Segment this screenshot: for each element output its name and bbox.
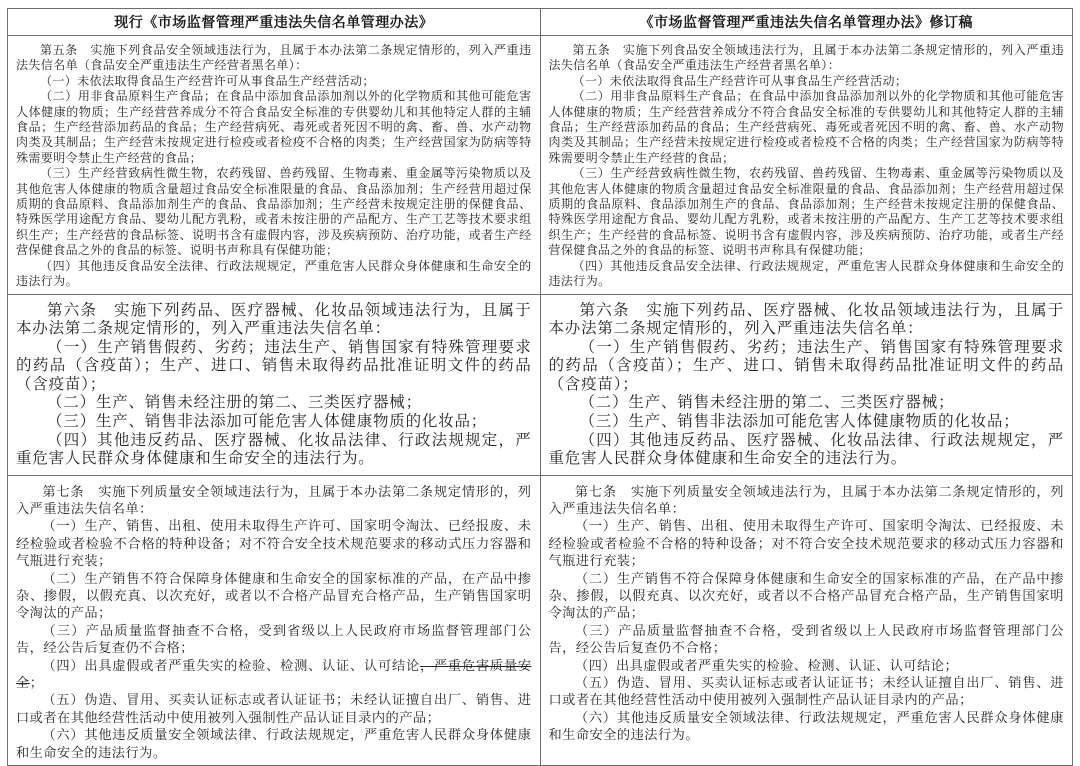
paragraph [549,674,1065,709]
text-segment: （二）生产、销售未经注册的第二、三类医疗器械； [47,394,422,412]
text-segment: （三）产品质量监督抽查不合格，受到省级以上人民政府市场监督管理部门公告，经公告后复查仍不合格； [548,622,1064,656]
paragraph [549,657,1065,674]
paragraph [549,74,1065,89]
text-segment: （四）其他违反药品、医疗器械、化妆品法律、行政法规规定，严重危害人民群众身体健康和生命安全的违法行为。 [16,431,532,468]
paragraph [549,302,1065,339]
paragraph [16,302,532,339]
text-segment: 第五条 实施下列食品安全领域违法行为，且属于本办法第二条规定情形的，列入严重违法失信名单（食品安全严重违法生产经营者黑名单）： [16,43,532,73]
paragraph [549,622,1065,657]
paragraph [16,339,532,395]
paragraph [16,43,532,74]
text-segment: （二）生产销售不符合保障身体健康和生命安全的国家标准的产品，在产品中掺杂、掺假，以假充真、以次充好，或者以不合格产品冒充合格产品，生产销售国家明令淘汰的产品； [16,570,532,621]
text-segment: 第六条 实施下列药品、医疗器械、化妆品领域违法行为，且属于本办法第二条规定情形的，列入严重违法失信名单： [548,301,1064,338]
paragraph [16,691,532,726]
paragraph [549,43,1065,74]
paragraph [549,570,1065,622]
text-segment: （二）用非食品原料生产食品；在食品中添加食品添加剂以外的化学物质和其他可能危害人体健康的物质；生产经营营养成分不符合食品安全标准的专供婴幼儿和其他特定人群的主辅食品；生产经营添加药品的食品；生产经营病死、毒死或者死因不明的禽、畜、兽、水产动物肉类及其制品；生产经营未按规定进行检疫或者检疫不合格的肉类；生产经营国家为防病等特殊需要明令禁止生产经营的食品； [16,89,532,165]
paragraph [16,483,532,518]
paragraph [16,89,532,166]
table-header-row [8,9,1073,36]
text-segment: （二）用非食品原料生产食品；在食品中添加食品添加剂以外的化学物质和其他可能危害人体健康的物质；生产经营营养成分不符合食品安全标准的专供婴幼儿和其他特定人群的主辅食品；生产经营添加药品的食品；生产经营病死、毒死或者死因不明的禽、畜、兽、水产动物肉类及其制品；生产经营未按规定进行检疫或者检疫不合格的肉类；生产经营国家为防病等特殊需要明令禁止生产经营的食品； [548,89,1064,165]
text-segment: （一）生产、销售、出租、使用未取得生产许可、国家明令淘汰、已经报废、未经检验或者检验不合格的特种设备；对不符合安全技术规范要求的移动式压力容器和气瓶进行充装； [548,518,1064,569]
article-6-revised-cell [540,294,1073,475]
text-segment: 第七条 实施下列质量安全领域违法行为，且属于本办法第二条规定情形的，列入严重违法失信名单： [16,483,532,516]
paragraph [549,413,1065,432]
text-segment: （四）出具虚假或者严重失实的检验、检测、认证、认可结论； [574,657,959,673]
text-segment: （一）生产、销售、出租、使用未取得生产许可、国家明令淘汰、已经报废、未经检验或者检验不合格的特种设备；对不符合安全技术规范要求的移动式压力容器和气瓶进行充装； [16,518,532,569]
text-segment: （五）伪造、冒用、买卖认证标志或者认证证书；未经认证擅自出厂、销售、进口或者在其他经营性活动中使用被列入强制性产品认证目录内的产品； [548,674,1064,708]
paragraph [16,413,532,432]
text-segment: （一）生产销售假药、劣药；违法生产、销售国家有特殊管理要求的药品（含疫苗）；生产、进口、销售未取得药品批准证明文件的药品（含疫苗）； [16,338,532,393]
paragraph [549,259,1065,290]
paragraph [16,432,532,469]
text-segment: 第七条 实施下列质量安全领域违法行为，且属于本办法第二条规定情形的，列入严重违法失信名单： [548,483,1064,516]
paragraph [549,517,1065,569]
paragraph [549,709,1065,744]
text-segment: （三）生产、销售非法添加可能危害人体健康物质的化妆品； [47,413,488,431]
text-segment: （一）未依法取得食品生产经营许可从事食品生产经营活动； [40,73,375,88]
text-segment: （四）其他违反食品安全法律、行政法规规定，严重危害人民群众身体健康和生命安全的违法行为。 [548,258,1064,289]
paragraph [16,394,532,413]
text-segment: （五）伪造、冒用、买卖认证标志或者认证证书；未经认证擅自出厂、销售、进口或者在其他经营性活动中使用被列入强制性产品认证目录内的产品； [16,692,532,725]
text-segment: ； [29,674,44,690]
text-segment: （四）出具虚假或者严重失实的检验、检测、认证、认可结论 [42,657,420,673]
paragraph [16,166,532,258]
text-segment: （三）生产经营致病性微生物，农药残留、兽药残留、生物毒素、重金属等污染物质以及其他危害人体健康的物质含量超过食品安全标准限量的食品、食品添加剂；生产经营用超过保质期的食品原料、食品添加剂生产的食品、食品添加剂；生产经营未按规定注册的保健食品、特殊医学用途配方食品、婴幼儿配方乳粉，或者未按注册的产品配方、生产工艺等技术要求组织生产；生产经营的食品标签、说明书含有虚假内容，涉及疾病预防、治疗功能，或者生产经营保健食品之外的食品的标签、说明书声称具有保健功能； [548,166,1064,258]
article-5-revised-cell [540,36,1073,295]
paragraph [549,432,1065,469]
text-segment: 第五条 实施下列食品安全领域违法行为，且属于本办法第二条规定情形的，列入严重违法失信名单（食品安全严重违法生产经营者黑名单）： [548,43,1064,73]
paragraph [549,483,1065,518]
text-segment: 第六条 实施下列药品、医疗器械、化妆品领域违法行为，且属于本办法第二条规定情形的，列入严重违法失信名单： [16,301,532,338]
paragraph [549,166,1065,258]
text-segment: （四）其他违反药品、医疗器械、化妆品法律、行政法规规定，严重危害人民群众身体健康和生命安全的违法行为。 [548,431,1064,468]
deleted-text: ，严重危害质量安全 [16,657,532,690]
text-segment: （二）生产、销售未经注册的第二、三类医疗器械； [579,394,955,412]
article-5-current-cell [8,36,541,295]
paragraph [16,517,532,569]
text-segment: （六）其他违反质量安全领域法律、行政法规规定，严重危害人民群众身体健康和生命安全的违法行为。 [548,709,1064,743]
text-segment: （三）生产经营致病性微生物，农药残留、兽药残留、生物毒素、重金属等污染物质以及其他危害人体健康的物质含量超过食品安全标准限量的食品、食品添加剂；生产经营用超过保质期的食品原料、食品添加剂生产的食品、食品添加剂；生产经营未按规定注册的保健食品、特殊医学用途配方食品、婴幼儿配方乳粉，或者未按注册的产品配方、生产工艺等技术要求组织生产；生产经营的食品标签、说明书含有虚假内容，涉及疾病预防、治疗功能，或者生产经营保健食品之外的食品的标签、说明书声称具有保健功能； [16,166,532,258]
paragraph [16,726,532,761]
header-revised-regulation-title: 《市场监督管理严重违法失信名单管理办法》修订稿 [540,9,1073,36]
table-row-article-7 [8,475,1073,766]
article-7-current-cell [8,475,541,766]
text-segment: （一）未依法取得食品生产经营许可从事食品生产经营活动； [572,73,908,88]
table-row-article-5 [8,36,1073,295]
paragraph [549,89,1065,166]
article-7-revised-cell [540,475,1073,766]
article-6-current-cell [8,294,541,475]
text-segment: （六）其他违反质量安全领域法律、行政法规规定，严重危害人民群众身体健康和生命安全的违法行为。 [16,727,532,760]
paragraph [16,74,532,89]
header-current-regulation-title: 现行《市场监督管理严重违法失信名单管理办法》 [8,9,541,36]
paragraph [16,570,532,622]
comparison-table [7,8,1073,766]
table-row-article-6 [8,294,1073,475]
paragraph [16,622,532,657]
paragraph [16,259,532,290]
text-segment: （一）生产销售假药、劣药；违法生产、销售国家有特殊管理要求的药品（含疫苗）；生产、进口、销售未取得药品批准证明文件的药品（含疫苗）； [548,338,1064,393]
text-segment: （三）生产、销售非法添加可能危害人体健康物质的化妆品； [579,413,1020,431]
paragraph [16,657,532,692]
text-segment: （四）其他违反食品安全法律、行政法规规定，严重危害人民群众身体健康和生命安全的违法行为。 [16,258,532,289]
paragraph [549,339,1065,395]
text-segment: （二）生产销售不符合保障身体健康和生命安全的国家标准的产品，在产品中掺杂、掺假，以假充真、以次充好，或者以不合格产品冒充合格产品，生产销售国家明令淘汰的产品； [548,570,1064,621]
paragraph [549,394,1065,413]
text-segment: （三）产品质量监督抽查不合格，受到省级以上人民政府市场监督管理部门公告，经公告后复查仍不合格； [16,622,532,656]
